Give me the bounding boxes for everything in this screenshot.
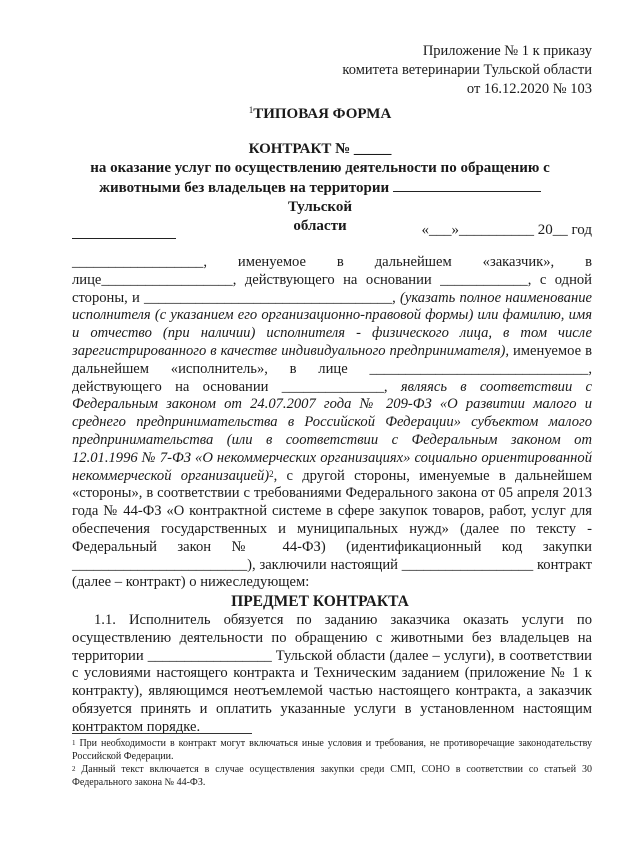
appendix-line-3: от 16.12.2020 № 103 bbox=[466, 81, 592, 97]
footnote-2 bbox=[72, 763, 592, 789]
appendix-line-1: Приложение № 1 к приказу bbox=[422, 43, 592, 59]
section-heading: ПРЕДМЕТ КОНТРАКТА bbox=[231, 593, 409, 610]
footnote-1-text: При необходимости в контракт могут включаться иные условия и требования, не противоречащие законодательству Российской Федерации. bbox=[72, 738, 592, 762]
appendix-line-2: комитета ветеринарии Тульской области bbox=[342, 62, 592, 78]
territory-prefix: животными без владельцев на территории bbox=[99, 180, 390, 196]
place-blank bbox=[72, 222, 176, 239]
preamble-part-2: именуемое в дальнейшем «исполнитель», в лице ______________________________, действующего на основании ______________ bbox=[72, 342, 592, 395]
contract-territory-line bbox=[70, 178, 570, 217]
clause-1-1: 1.1. Исполнитель обязуется по заданию заказчика оказать услуги по осуществлению деятельности по обращению с животными без владельцев на территории _________________ Тульской области (далее – услуги), в соответствии с условиями настоящего контракта и Техническим заданием (приложение № 1 к контракту), являющимся неотъемлемой частью настоящего контракта, а заказчик обязуется принять и оплатить указанные услуги в установленном настоящим контрактом порядке. bbox=[72, 612, 592, 735]
preamble-note-2: , являясь в соответствии с Федеральным законом от 24.07.2007 года № 209-ФЗ «О развитии малого и среднего предпринимательства в Российской Федерации» субъектом малого предпринимательства (или в соответствии с Федеральным законом от 12.01.1996 № 7-ФЗ «О некоммерческих организациях» социально ориентированной некоммерческой организацией) bbox=[72, 378, 592, 484]
place-date-line bbox=[72, 222, 592, 242]
footnote-divider bbox=[72, 733, 252, 734]
footnote-2-mark: 2 bbox=[72, 765, 76, 773]
footnote-mark-1: 1 bbox=[248, 105, 254, 115]
appendix-reference bbox=[342, 42, 592, 99]
territory-blank bbox=[393, 178, 541, 192]
footnote-1-mark: 1 bbox=[72, 739, 76, 747]
footnote-2-text: Данный текст включается в случае осуществления закупки среди СМП, СОНО в соответствии со статьей 30 Федерального закона № 44-ФЗ. bbox=[72, 764, 592, 788]
territory-suffix: Тульской bbox=[288, 199, 352, 215]
footnote-mark-2: 2 bbox=[269, 468, 274, 479]
form-title bbox=[0, 106, 640, 123]
preamble-part-3: , с другой стороны, именуемые в дальнейшем «стороны», в соответствии с требованиями Федерального закона от 05 апреля 2013 года № 44-ФЗ «О контрактной системе в сфере закупок товаров, работ, услуг для обеспечения государственных и муниципальных нужд» (далее по тексту - Федеральный закон № 44-ФЗ) (идентификационный код закупки ________________________), заключили настоящий __________________ контракт (далее – контракт) о нижеследующем: bbox=[72, 467, 592, 591]
preamble-paragraph bbox=[72, 254, 592, 592]
contract-number-line: КОНТРАКТ № _____ bbox=[248, 141, 392, 157]
contract-region-line: области bbox=[293, 218, 347, 234]
footnote-1 bbox=[72, 737, 592, 763]
contract-date: «___»__________ 20__ год bbox=[421, 222, 592, 238]
contract-subject-line: на оказание услуг по осуществлению деятельности по обращению с bbox=[90, 160, 550, 176]
preamble-part-1: __________________, именуемое в дальнейшем «заказчик», в лице__________________, действующего на основании ____________, с одной стороны, и __________________________________, bbox=[72, 254, 592, 306]
form-title-text: ТИПОВАЯ ФОРМА bbox=[253, 106, 392, 122]
footnotes bbox=[72, 737, 592, 789]
preamble bbox=[72, 254, 592, 592]
preamble-note-1: (указать полное наименование исполнителя (с указанием его организационно-правовой формы) или фамилию, имя и отчество (при наличии) исполнителя - физического лица, в том числе зарегистрированного в качестве индивидуального предпринимателя), bbox=[72, 289, 592, 359]
